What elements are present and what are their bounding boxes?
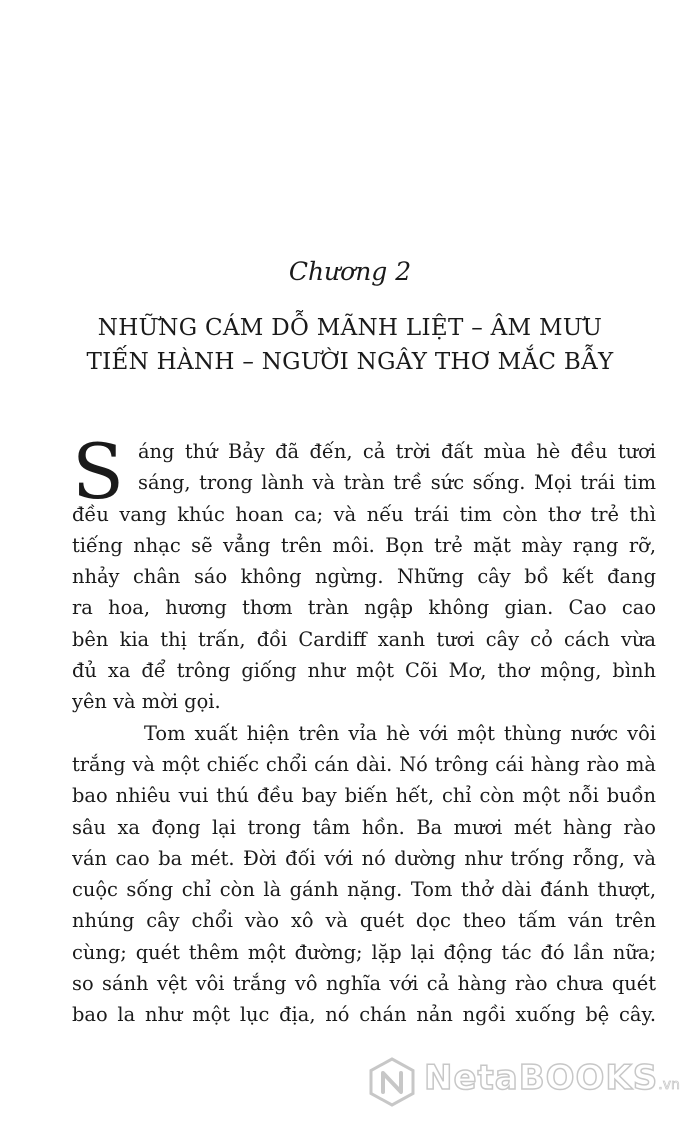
text-line: áng thứ Bảy đã đến, cả trời đất mùa hè đều tươi xyxy=(138,440,656,463)
text-line: cùng; quét thêm một đường; lặp lại động tác đó lần nữa; xyxy=(72,940,656,964)
chapter-title xyxy=(60,311,640,379)
text-line: ra hoa, hương thơm tràn ngập không gian. Cao cao xyxy=(72,596,656,620)
text-line: đều vang khúc hoan ca; và nếu trái tim còn thơ trẻ thì xyxy=(72,502,656,526)
text-line: bên kia thị trấn, đồi Cardiff xanh tươi cây cỏ cách vừa xyxy=(72,627,656,651)
body-text xyxy=(72,427,656,1031)
text-line: nhúng cây chổi vào xô và quét dọc theo tấm ván trên xyxy=(72,909,656,933)
text-line: so sánh vệt vôi trắng vô nghĩa với cả hàng rào chưa quét xyxy=(72,972,656,996)
text-line: trắng và một chiếc chổi cán dài. Nó trông cái hàng rào mà xyxy=(72,752,656,776)
text-line: đủ xa để trông giống như một Cõi Mơ, thơ mộng, bình xyxy=(72,659,656,683)
text-line: tiếng nhạc sẽ vẳng trên môi. Bọn trẻ mặt mày rạng rỡ, xyxy=(72,533,656,557)
text-line: nhảy chân sáo không ngừng. Những cây bồ kết đang xyxy=(72,565,656,589)
watermark xyxy=(366,1052,696,1112)
text-line: yên và mời gọi. xyxy=(72,690,221,714)
chapter-title-line-2: TIẾN HÀNH – NGƯỜI NGÂY THƠ MẮC BẪY xyxy=(86,349,614,375)
n-logo-icon xyxy=(366,1056,418,1108)
chapter-number: Chương 2 xyxy=(288,257,412,286)
text-line: Tom xuất hiện trên vỉa hè với một thùng nước vôi xyxy=(144,721,656,745)
paragraph-2 xyxy=(72,718,656,1031)
text-line: cuộc sống chỉ còn là gánh nặng. Tom thở dài đánh thượt, xyxy=(72,878,656,902)
watermark-brand: NetaBOOKS xyxy=(424,1058,659,1098)
text-line: ván cao ba mét. Đời đối với nó dường như trống rỗng, và xyxy=(72,846,656,870)
paragraph-1 xyxy=(72,427,656,718)
text-line: sáng, trong lành và tràn trề sức sống. Mọi trái tim xyxy=(138,471,656,495)
text-line: sâu xa đọng lại trong tâm hồn. Ba mươi mét hàng rào xyxy=(72,815,656,839)
text-line: bao nhiêu vui thú đều bay biến hết, chỉ còn một nỗi buồn xyxy=(72,784,656,808)
text-line: bao la như một lục địa, nó chán nản ngồi xuống bệ cây. xyxy=(72,1003,656,1027)
watermark-suffix: .vn xyxy=(658,1077,680,1093)
watermark-text xyxy=(424,1058,680,1098)
drop-cap: S xyxy=(72,427,125,516)
chapter-title-line-1: NHỮNG CÁM DỖ MÃNH LIỆT – ÂM MƯU xyxy=(97,315,603,341)
